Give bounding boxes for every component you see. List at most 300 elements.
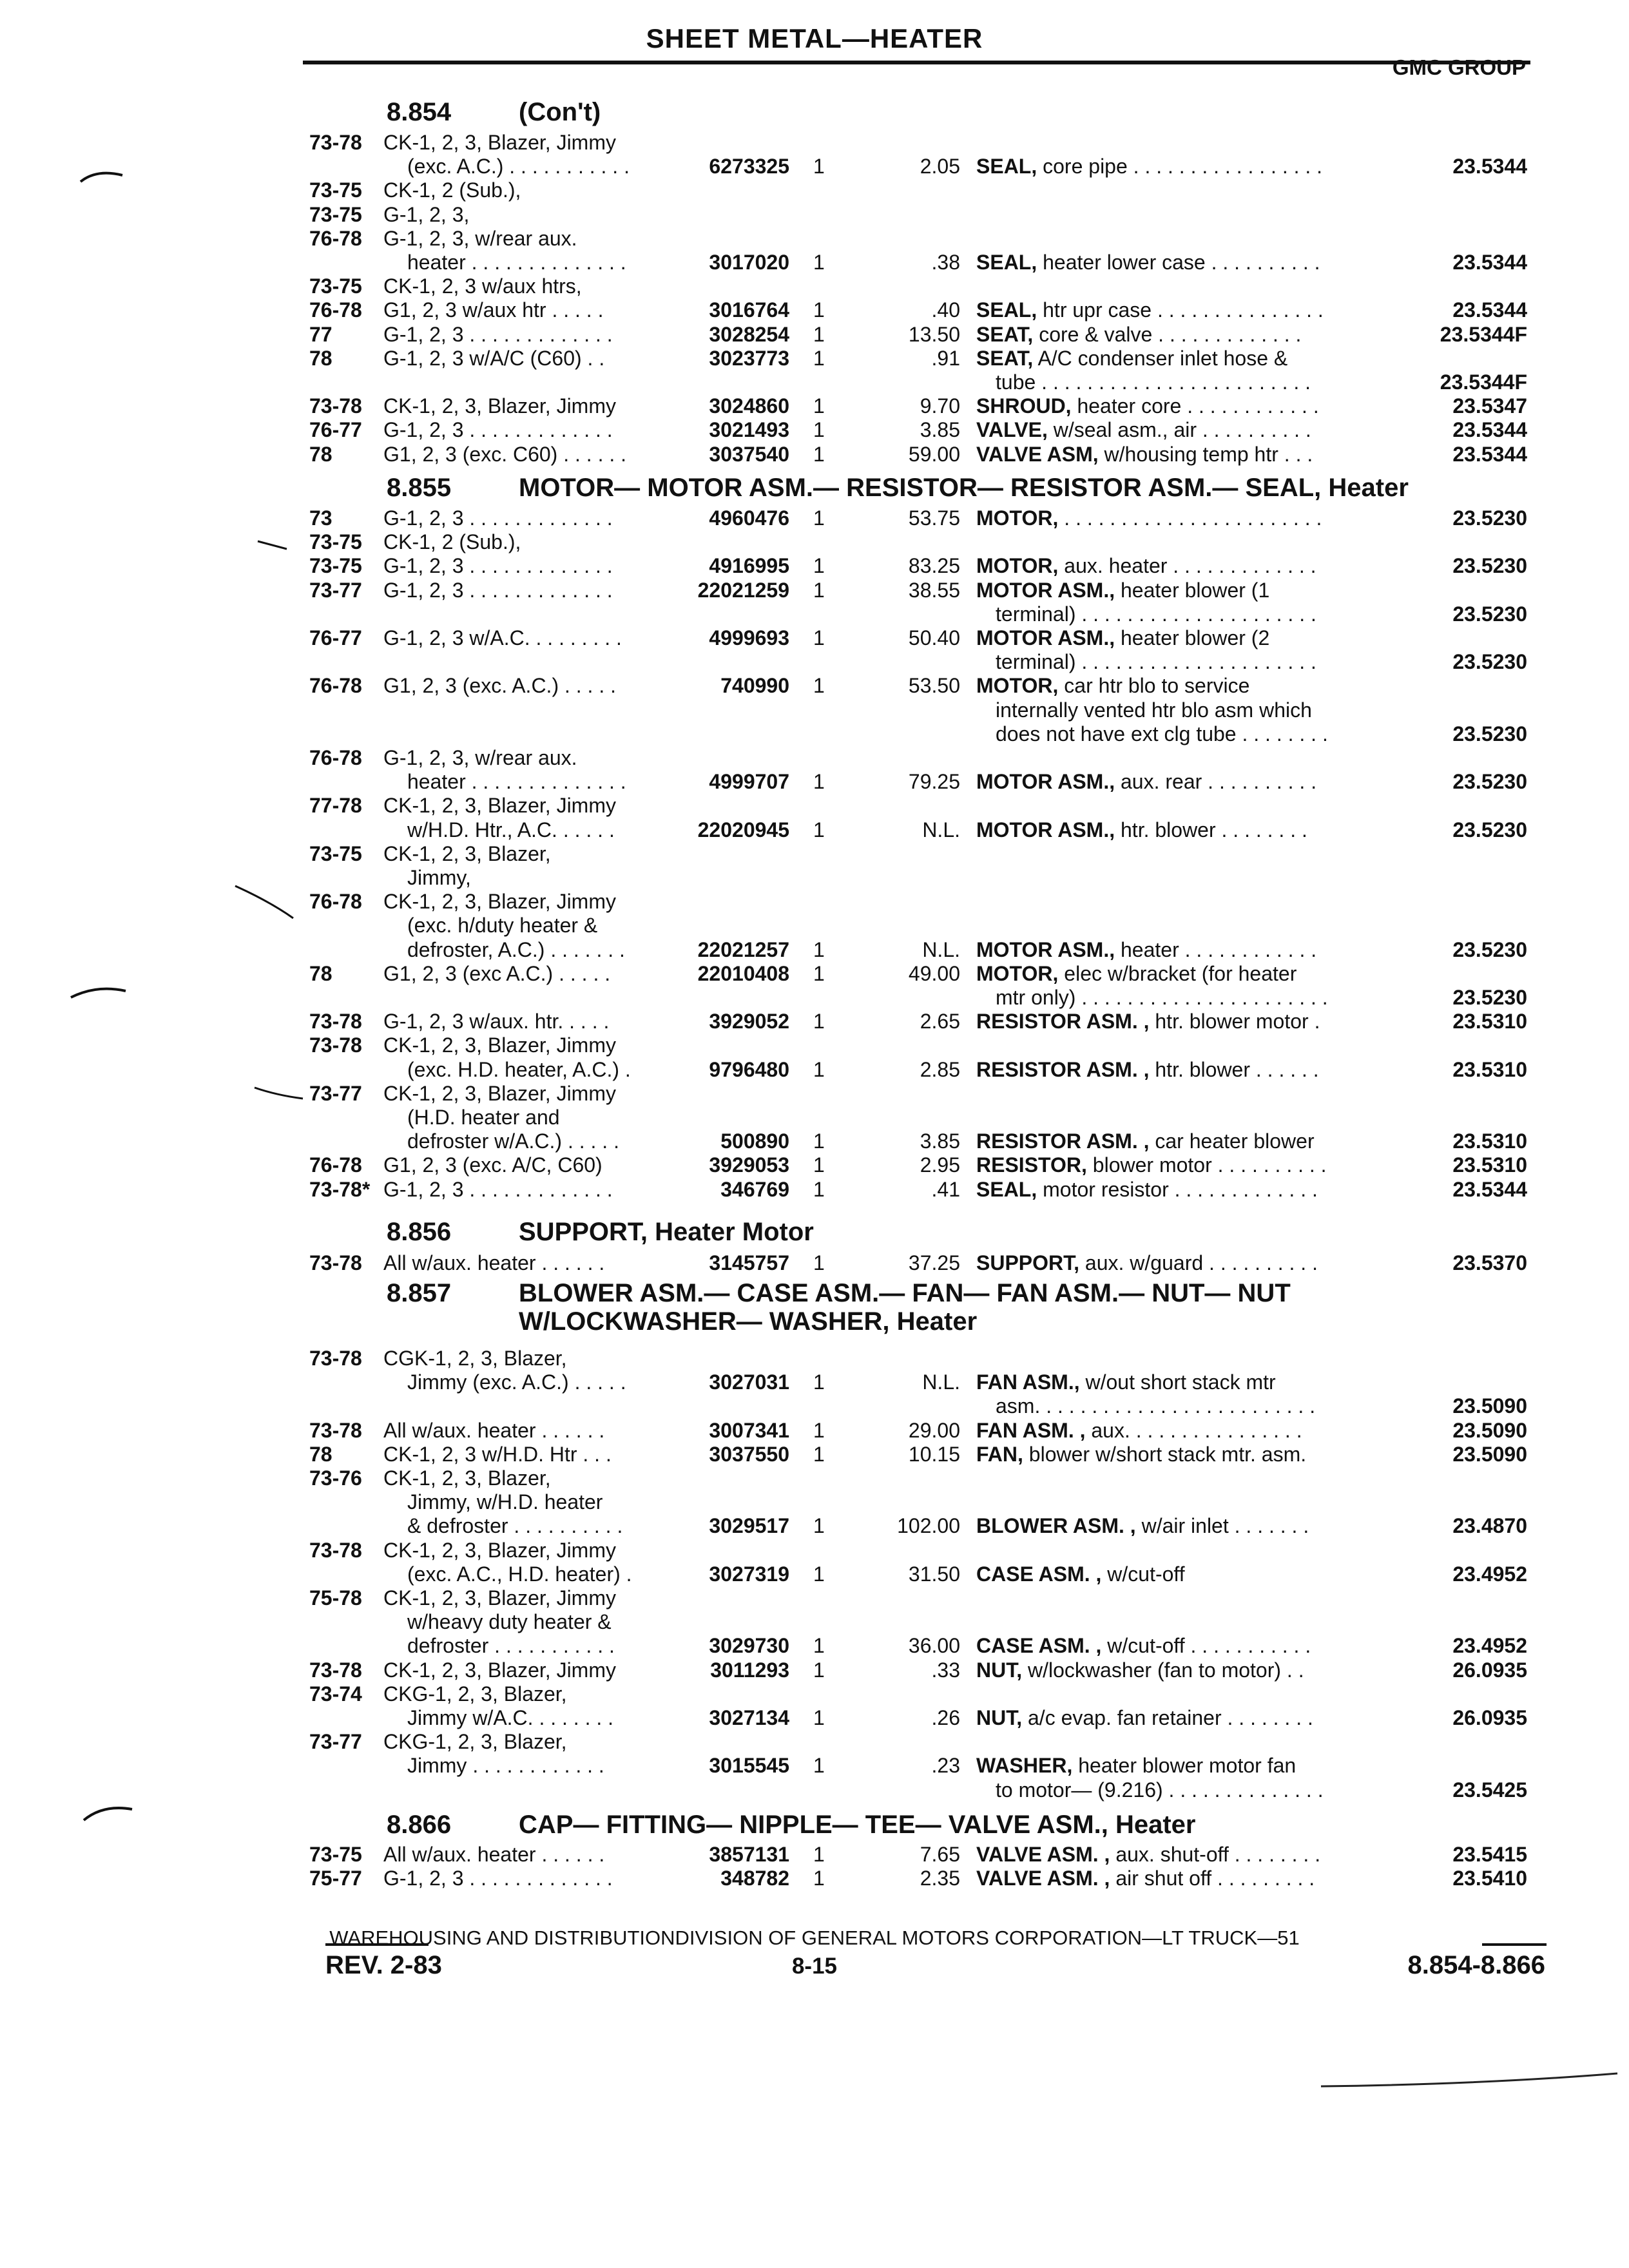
quantity: 1 [813,770,825,793]
reference-number: 23.5344 [1452,1178,1527,1201]
price: 49.00 [908,962,960,985]
model-year: 76-78 [309,1153,362,1177]
description-keyword: SEAL, [976,1178,1037,1201]
footer-text: WAREHOUSING AND DISTRIBUTIONDIVISION OF GENERAL MOTORS CORPORATION—LT TRUCK—51 [329,1927,1300,1949]
description-keyword: SEAL, [976,155,1037,178]
description-text: htr upr case . . . . . . . . . . . . . . . [1043,298,1324,322]
description-keyword: VALVE ASM. , [976,1843,1110,1866]
section-title: MOTOR— MOTOR ASM.— RESISTOR— RESISTOR ASM.— SEAL, Heater [519,474,1409,502]
pen-mark [84,1808,132,1820]
description-text: asm. . . . . . . . . . . . . . . . . . . . . . . . . [996,1394,1316,1418]
application: CKG-1, 2, 3, Blazer, [383,1682,567,1706]
section-title: (Con't) [519,98,601,126]
reference-number: 23.5344 [1452,443,1527,466]
model-year: 77 [309,323,333,346]
reference-number: 23.5410 [1452,1867,1527,1890]
description-keyword: VALVE ASM, [976,443,1099,466]
application: (exc. h/duty heater & [407,914,598,937]
application: CK-1, 2, 3, Blazer, [383,842,551,865]
model-year: 75-77 [309,1867,362,1890]
description-keyword: RESISTOR ASM. , [976,1129,1150,1153]
reference-number: 23.5310 [1452,1129,1527,1153]
application: CK-1, 2, 3, Blazer, Jimmy [383,131,616,154]
application: w/heavy duty heater & [407,1610,612,1633]
part-number: 6273325 [709,155,789,178]
application: CK-1, 2, 3, Blazer, Jimmy [383,1586,616,1610]
quantity: 1 [813,1706,825,1729]
reference-number: 23.5370 [1452,1251,1527,1274]
model-year: 73-75 [309,1843,362,1866]
description-keyword: MOTOR, [976,962,1059,985]
model-year: 73-76 [309,1466,362,1490]
price: .41 [931,1178,960,1201]
application: CK-1, 2, 3, Blazer, Jimmy [383,1033,616,1057]
application: G-1, 2, 3 . . . . . . . . . . . . . [383,418,613,441]
reference-number: 23.4870 [1452,1514,1527,1537]
description-keyword: FAN ASM. , [976,1419,1086,1442]
application: CGK-1, 2, 3, Blazer, [383,1347,567,1370]
quantity: 1 [813,1843,825,1866]
part-number: 3929053 [709,1153,789,1177]
description-text: w/housing temp htr . . . [1104,443,1313,466]
reference-number: 23.5310 [1452,1010,1527,1033]
application: heater . . . . . . . . . . . . . . [407,770,626,793]
description-text: aux. shut-off . . . . . . . . [1115,1843,1321,1866]
description-keyword: MOTOR ASM., [976,938,1115,961]
application: G-1, 2, 3 . . . . . . . . . . . . . [383,554,613,577]
description-text: heater . . . . . . . . . . . . [1121,938,1317,961]
part-number: 740990 [720,674,789,697]
description-text: w/lockwasher (fan to motor) . . [1028,1658,1304,1682]
quantity: 1 [813,443,825,466]
price: 50.40 [908,626,960,649]
description-keyword: MOTOR, [976,674,1059,697]
quantity: 1 [813,251,825,274]
description-text: w/out short stack mtr [1085,1370,1276,1394]
reference-number: 23.5090 [1452,1394,1527,1418]
application: CK-1, 2, 3 w/aux htrs, [383,274,582,298]
quantity: 1 [813,1658,825,1682]
description-text: car htr blo to service [1064,674,1250,697]
application: defroster, A.C.) . . . . . . . [407,938,625,961]
price: .26 [931,1706,960,1729]
quantity: 1 [813,1867,825,1890]
price: 2.85 [920,1058,960,1081]
price: 2.65 [920,1010,960,1033]
description-keyword: SEAT, [976,347,1034,370]
quantity: 1 [813,1153,825,1177]
reference-number: 23.5347 [1452,394,1527,418]
application: G-1, 2, 3 w/aux. htr. . . . . [383,1010,610,1033]
price: 2.05 [920,155,960,178]
description-keyword: MOTOR ASM., [976,579,1115,602]
reference-number: 23.5344 [1452,418,1527,441]
description-text: motor resistor . . . . . . . . . . . . . [1043,1178,1318,1201]
description-text: heater blower (1 [1121,579,1270,602]
page-title: SHEET METAL—HEATER [646,23,983,53]
application: G1, 2, 3 (exc. A.C.) . . . . . [383,674,616,697]
description-text: w/air inlet . . . . . . . [1141,1514,1309,1537]
reference-number: 23.5344F [1440,370,1527,394]
model-year: 78 [309,443,333,466]
model-year: 77-78 [309,794,362,817]
model-year: 78 [309,962,333,985]
description-text: heater blower (2 [1121,626,1270,649]
price: 2.95 [920,1153,960,1177]
part-number: 22021259 [697,579,789,602]
application: G-1, 2, 3 . . . . . . . . . . . . . [383,1178,613,1201]
description-keyword: CASE ASM. , [976,1562,1102,1586]
part-number: 3024860 [709,394,789,418]
section-range: 8.854-8.866 [1407,1951,1545,1979]
price: 36.00 [908,1634,960,1657]
part-number: 4960476 [709,506,789,530]
revision-label: REV. 2-83 [325,1951,442,1979]
description-keyword: FAN, [976,1443,1023,1466]
reference-number: 26.0935 [1452,1706,1527,1729]
quantity: 1 [813,674,825,697]
description-keyword: RESISTOR ASM. , [976,1010,1150,1033]
part-number: 3027134 [709,1706,789,1729]
reference-number: 23.5230 [1452,986,1527,1009]
quantity: 1 [813,298,825,322]
quantity: 1 [813,323,825,346]
description-text: . . . . . . . . . . . . . . . . . . . . . . . [1064,506,1322,530]
description-text: air shut off . . . . . . . . . [1115,1867,1315,1890]
part-number: 3145757 [709,1251,789,1274]
price: 29.00 [908,1419,960,1442]
application: (exc. H.D. heater, A.C.) . [407,1058,631,1081]
application: CK-1, 2, 3, Blazer, [383,1466,551,1490]
description-text: w/cut-off . . . . . . . . . . . [1107,1634,1311,1657]
price: 53.75 [908,506,960,530]
part-number: 3016764 [709,298,789,322]
model-year: 73-78 [309,1033,362,1057]
section-title-line2: W/LOCKWASHER— WASHER, Heater [519,1307,978,1336]
application: All w/aux. heater . . . . . . [383,1251,605,1274]
part-number: 3029730 [709,1634,789,1657]
description-text: car heater blower [1155,1129,1315,1153]
description-text: htr. blower . . . . . . . . [1121,818,1307,841]
quantity: 1 [813,1419,825,1442]
application: G-1, 2, 3 . . . . . . . . . . . . . [383,579,613,602]
application: CK-1, 2 (Sub.), [383,178,521,202]
price: 2.35 [920,1867,960,1890]
description-text: elec w/bracket (for heater [1064,962,1297,985]
application: w/H.D. Htr., A.C. . . . . . [407,818,615,841]
reference-number: 23.5310 [1452,1153,1527,1177]
application: defroster w/A.C.) . . . . . [407,1129,619,1153]
description-text: blower motor . . . . . . . . . . [1092,1153,1327,1177]
part-number: 3007341 [709,1419,789,1442]
description-text: blower w/short stack mtr. asm. [1028,1443,1307,1466]
description-text: tube . . . . . . . . . . . . . . . . . . . . . . . . [996,370,1311,394]
description-keyword: MOTOR ASM., [976,626,1115,649]
quantity: 1 [813,1178,825,1201]
description-text: core pipe . . . . . . . . . . . . . . . . . [1043,155,1323,178]
section-number: 8.857 [387,1279,452,1307]
part-number: 3029517 [709,1514,789,1537]
price: 10.15 [908,1443,960,1466]
description-keyword: NUT, [976,1706,1023,1729]
section-number: 8.855 [387,474,452,502]
application: CK-1, 2, 3, Blazer, Jimmy [383,1082,616,1105]
part-number: 346769 [720,1178,789,1201]
application: G-1, 2, 3 w/A/C (C60) . . [383,347,605,370]
model-year: 76-78 [309,227,362,250]
part-number: 3857131 [709,1843,789,1866]
description-keyword: SEAL, [976,298,1037,322]
section-number: 8.856 [387,1218,452,1246]
model-year: 76-77 [309,626,362,649]
application: CK-1, 2, 3 w/H.D. Htr . . . [383,1443,612,1466]
description-text: htr. blower . . . . . . [1155,1058,1319,1081]
part-number: 3929052 [709,1010,789,1033]
part-number: 22020945 [697,818,789,841]
application: Jimmy, [407,866,471,889]
description-text: aux. heater . . . . . . . . . . . . . [1064,554,1316,577]
price: 83.25 [908,554,960,577]
price: N.L. [922,938,960,961]
reference-number: 23.5344 [1452,155,1527,178]
description-keyword: SEAL, [976,251,1037,274]
reference-number: 23.4952 [1452,1634,1527,1657]
reference-number: 23.5344 [1452,251,1527,274]
model-year: 73-78* [309,1178,371,1201]
application: G1, 2, 3 w/aux htr . . . . . [383,298,604,322]
application: CK-1, 2, 3, Blazer, Jimmy [383,794,616,817]
section-title: BLOWER ASM.— CASE ASM.— FAN— FAN ASM.— NUT— NUT [519,1279,1291,1307]
model-year: 73-75 [309,203,362,226]
model-year: 73-75 [309,554,362,577]
description-text: heater core . . . . . . . . . . . . [1077,394,1319,418]
reference-number: 23.5415 [1452,1843,1527,1866]
model-year: 73-78 [309,1419,362,1442]
quantity: 1 [813,1370,825,1394]
description-text: mtr only) . . . . . . . . . . . . . . . . . . . . . . [996,986,1328,1009]
quantity: 1 [813,506,825,530]
application: CK-1, 2, 3, Blazer, Jimmy [383,1539,616,1562]
model-year: 73-75 [309,274,362,298]
application: G-1, 2, 3 . . . . . . . . . . . . . [383,506,613,530]
price: 37.25 [908,1251,960,1274]
pen-mark [81,173,122,182]
model-year: 73-75 [309,178,362,202]
model-year: 73-75 [309,842,362,865]
description-keyword: MOTOR ASM., [976,770,1115,793]
price: N.L. [922,818,960,841]
model-year: 73-77 [309,579,362,602]
description-keyword: MOTOR, [976,506,1059,530]
quantity: 1 [813,347,825,370]
description-text: does not have ext clg tube . . . . . . . . [996,722,1328,745]
quantity: 1 [813,418,825,441]
model-year: 75-78 [309,1586,362,1610]
part-number: 22010408 [697,962,789,985]
price: 3.85 [920,418,960,441]
description-keyword: SUPPORT, [976,1251,1080,1274]
description-keyword: SHROUD, [976,394,1072,418]
reference-number: 23.5230 [1452,818,1527,841]
quantity: 1 [813,818,825,841]
application: Jimmy (exc. A.C.) . . . . . [407,1370,626,1394]
quantity: 1 [813,962,825,985]
description-keyword: RESISTOR, [976,1153,1087,1177]
part-number: 9796480 [709,1058,789,1081]
model-year: 78 [309,347,333,370]
application: CK-1, 2, 3, Blazer, Jimmy [383,1658,616,1682]
model-year: 76-78 [309,746,362,769]
quantity: 1 [813,579,825,602]
reference-number: 23.5230 [1452,650,1527,673]
reference-number: 26.0935 [1452,1658,1527,1682]
description-text: aux. . . . . . . . . . . . . . . . [1091,1419,1302,1442]
application: G-1, 2, 3 w/A.C. . . . . . . . . [383,626,622,649]
part-number: 348782 [720,1867,789,1890]
application: All w/aux. heater . . . . . . [383,1843,605,1866]
part-number: 3027319 [709,1562,789,1586]
price: 102.00 [897,1514,960,1537]
model-year: 73-78 [309,1539,362,1562]
reference-number: 23.5230 [1452,506,1527,530]
description-text: terminal) . . . . . . . . . . . . . . . . . . . . . [996,650,1316,673]
model-year: 76-77 [309,418,362,441]
application: & defroster . . . . . . . . . . [407,1514,623,1537]
part-number: 3023773 [709,347,789,370]
description-text: htr. blower motor . [1155,1010,1320,1033]
description-keyword: BLOWER ASM. , [976,1514,1136,1537]
model-year: 73-77 [309,1082,362,1105]
part-number: 3011293 [710,1658,789,1682]
reference-number: 23.5344F [1440,323,1527,346]
pen-mark [258,541,287,549]
description-text: to motor— (9.216) . . . . . . . . . . . . . . [996,1778,1324,1802]
section-number: 8.854 [387,98,452,126]
description-text: core & valve . . . . . . . . . . . . . [1039,323,1302,346]
description-keyword: SEAT, [976,323,1034,346]
application: Jimmy . . . . . . . . . . . . [407,1754,604,1777]
quantity: 1 [813,1129,825,1153]
reference-number: 23.4952 [1452,1562,1527,1586]
part-number: 3017020 [709,251,789,274]
application: Jimmy w/A.C. . . . . . . . [407,1706,614,1729]
reference-number: 23.5425 [1452,1778,1527,1802]
reference-number: 23.5090 [1452,1419,1527,1442]
quantity: 1 [813,155,825,178]
application: Jimmy, w/H.D. heater [407,1490,603,1514]
model-year: 73-78 [309,1010,362,1033]
description-keyword: MOTOR ASM., [976,818,1115,841]
price: .91 [931,347,960,370]
part-number: 3037550 [709,1443,789,1466]
quantity: 1 [813,1754,825,1777]
part-number: 4999693 [709,626,789,649]
price: 9.70 [920,394,960,418]
reference-number: 23.5230 [1452,722,1527,745]
description-keyword: RESISTOR ASM. , [976,1058,1150,1081]
pen-mark [255,1088,303,1099]
application: (exc. A.C.) . . . . . . . . . . . [407,155,630,178]
price: .38 [931,251,960,274]
price: 13.50 [908,323,960,346]
price: 31.50 [908,1562,960,1586]
group-label: GMC GROUP [1392,55,1526,79]
description-text: heater blower motor fan [1078,1754,1296,1777]
application: G1, 2, 3 (exc. C60) . . . . . . [383,443,627,466]
reference-number: 23.5230 [1452,554,1527,577]
price: 3.85 [920,1129,960,1153]
model-year: 73-78 [309,131,362,154]
part-number: 4916995 [709,554,789,577]
application: CKG-1, 2, 3, Blazer, [383,1730,567,1753]
description-keyword: VALVE ASM. , [976,1867,1110,1890]
part-number: 22021257 [697,938,789,961]
model-year: 73-78 [309,394,362,418]
description-keyword: NUT, [976,1658,1023,1682]
model-year: 78 [309,1443,333,1466]
application: CK-1, 2, 3, Blazer, Jimmy [383,394,616,418]
description-text: terminal) . . . . . . . . . . . . . . . . . . . . . [996,602,1316,626]
description-text: a/c evap. fan retainer . . . . . . . . [1028,1706,1313,1729]
description-keyword: FAN ASM., [976,1370,1080,1394]
description-text: w/seal asm., air . . . . . . . . . . [1053,418,1311,441]
model-year: 73-78 [309,1251,362,1274]
part-number: 4999707 [709,770,789,793]
model-year: 76-78 [309,890,362,913]
price: 38.55 [908,579,960,602]
price: .23 [931,1754,960,1777]
quantity: 1 [813,554,825,577]
page-number: 8-15 [791,1954,838,1979]
price: 59.00 [908,443,960,466]
price: .40 [931,298,960,322]
reference-number: 23.5230 [1452,938,1527,961]
section-title: CAP— FITTING— NIPPLE— TEE— VALVE ASM., Heater [519,1811,1196,1839]
quantity: 1 [813,1010,825,1033]
part-number: 3021493 [709,418,789,441]
price: 79.25 [908,770,960,793]
application: G-1, 2, 3 . . . . . . . . . . . . . [383,323,613,346]
quantity: 1 [813,938,825,961]
pen-mark [235,886,293,918]
application: All w/aux. heater . . . . . . [383,1419,605,1442]
price: 53.50 [908,674,960,697]
reference-number: 23.5310 [1452,1058,1527,1081]
description-text: internally vented htr blo asm which [996,698,1312,722]
reference-number: 23.5230 [1452,770,1527,793]
application: CK-1, 2 (Sub.), [383,530,521,553]
quantity: 1 [813,1514,825,1537]
application: G1, 2, 3 (exc. A/C, C60) [383,1153,602,1177]
description-keyword: MOTOR, [976,554,1059,577]
model-year: 76-78 [309,298,362,322]
application: (H.D. heater and [407,1106,560,1129]
application: heater . . . . . . . . . . . . . . [407,251,626,274]
model-year: 73-78 [309,1347,362,1370]
model-year: 73-78 [309,1658,362,1682]
quantity: 1 [813,1251,825,1274]
section-title: SUPPORT, Heater Motor [519,1218,814,1246]
description-text: aux. w/guard . . . . . . . . . . [1084,1251,1318,1274]
model-year: 73-77 [309,1730,362,1753]
description-keyword: VALVE, [976,418,1048,441]
description-text: aux. rear . . . . . . . . . . [1121,770,1317,793]
reference-number: 23.5344 [1452,298,1527,322]
part-number: 3027031 [709,1370,789,1394]
quantity: 1 [813,1634,825,1657]
model-year: 73-74 [309,1682,362,1706]
price: N.L. [922,1370,960,1394]
